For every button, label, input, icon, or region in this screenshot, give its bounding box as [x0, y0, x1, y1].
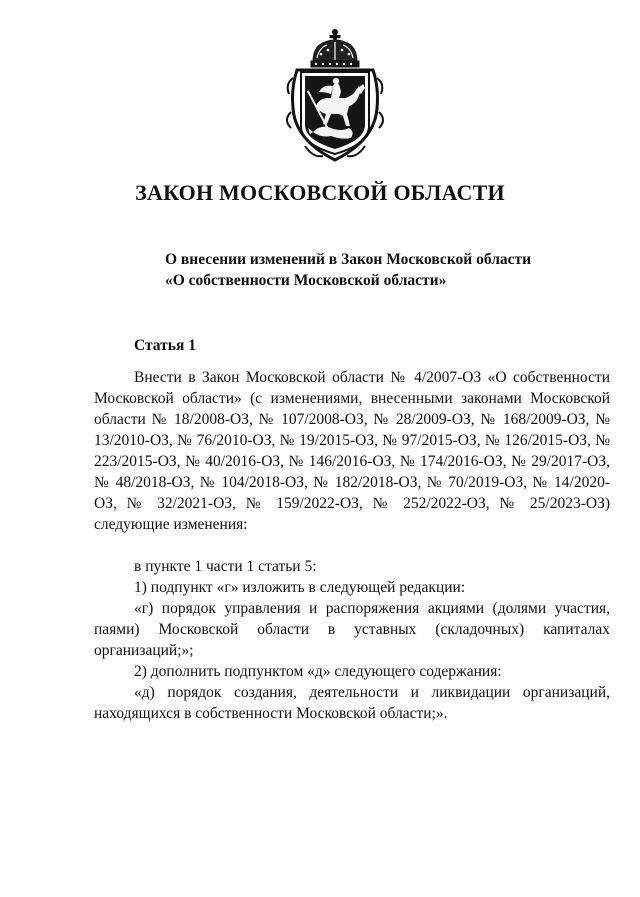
article-body	[94, 367, 610, 724]
law-subtitle-line-1: О внесении изменений в Закон Московской области	[165, 251, 532, 268]
article-paragraph-main: Внести в Закон Московской области № 4/2007-ОЗ «О собственности Московской области» (с изменениями, внесенными законами Московской области № 18/2008-ОЗ, № 107/2008-ОЗ, № 28/2009-ОЗ, № 168/2009-ОЗ, № 13/2010-ОЗ, № 76/2010-ОЗ, № 19/2015-ОЗ, № 97/2015-ОЗ, № 126/2015-ОЗ, № 223/2015-ОЗ, № 40/2016-ОЗ, № 146/2016-ОЗ, № 174/2016-ОЗ, № 29/2017-ОЗ, № 48/2018-ОЗ, № 104/2018-ОЗ, № 182/2018-ОЗ, № 70/2019-ОЗ, № 14/2020-ОЗ, № 32/2021-ОЗ, № 159/2022-ОЗ, № 252/2022-ОЗ, № 25/2023-ОЗ) следующие изменения:	[94, 369, 610, 533]
law-subtitle-line-2: «О собственности Московской области»	[165, 272, 447, 289]
moscow-oblast-coat-of-arms-icon	[283, 28, 387, 164]
article-paragraph-subpoint-1: 1) подпункт «г» изложить в следующей редакции:	[134, 579, 466, 596]
law-title: ЗАКОН МОСКОВСКОЙ ОБЛАСТИ	[135, 180, 505, 205]
article-paragraph-subpoint-2-text: «д) порядок создания, деятельности и ликвидации организаций, находящихся в собственности Московской области;».	[94, 684, 610, 722]
article-heading: Статья 1	[134, 337, 196, 354]
law-subtitle	[165, 249, 585, 291]
article-paragraph-point-ref: в пункте 1 части 1 статьи 5:	[134, 558, 317, 575]
article-paragraph-subpoint-2: 2) дополнить подпунктом «д» следующего содержания:	[134, 663, 502, 680]
article-paragraph-subpoint-1-text: «г) порядок управления и распоряжения акциями (долями участия, паями) Московской области в уставных (складочных) капиталах организаций;»;	[94, 600, 610, 659]
